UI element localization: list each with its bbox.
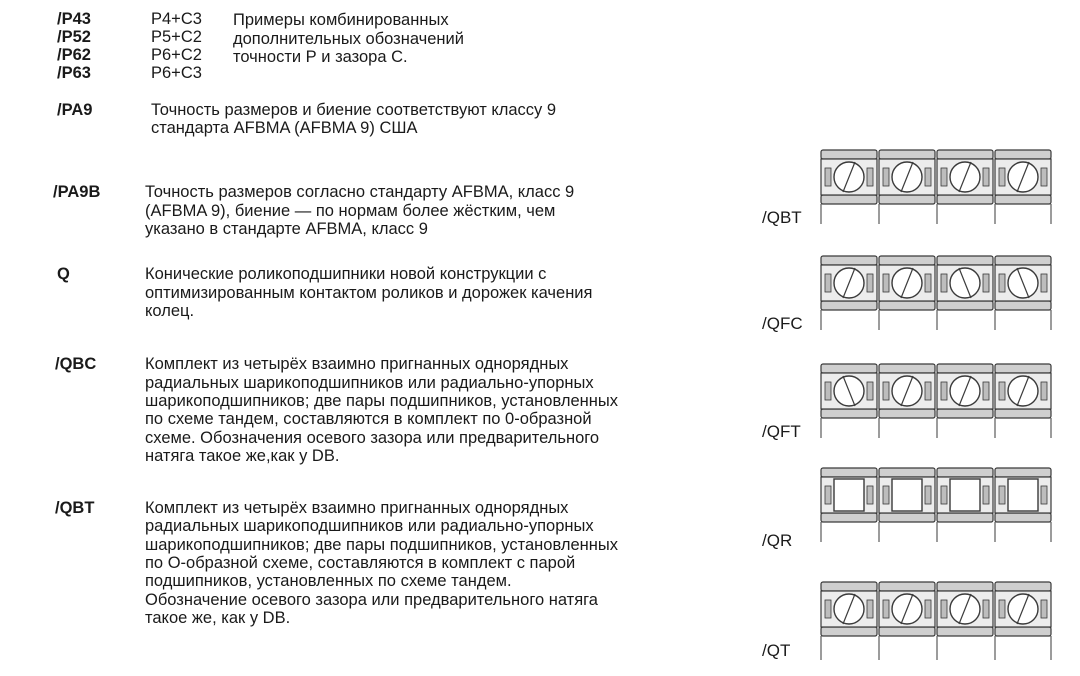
bearing-set-diagram bbox=[818, 362, 1054, 438]
inner-ring bbox=[995, 409, 1051, 418]
outer-ring bbox=[995, 364, 1051, 373]
roller bbox=[950, 479, 980, 511]
cage bbox=[941, 274, 947, 292]
entry-code: /PA9 bbox=[57, 101, 93, 119]
inner-ring bbox=[937, 301, 993, 310]
bearing-unit bbox=[937, 364, 993, 438]
cage bbox=[883, 168, 889, 186]
cage bbox=[1041, 168, 1047, 186]
outer-ring bbox=[995, 256, 1051, 265]
combined-desc-line: точности Р и зазора С. bbox=[233, 48, 408, 66]
outer-ring bbox=[937, 582, 993, 591]
entry-code: Q bbox=[57, 265, 70, 283]
bearing-unit bbox=[995, 150, 1051, 224]
code-p63: /P63 bbox=[57, 64, 91, 82]
entry-code: /PA9B bbox=[53, 183, 101, 201]
diagram-label: /QR bbox=[762, 531, 793, 550]
combined-desc-line: дополнительных обозначений bbox=[233, 30, 464, 48]
bearing-unit bbox=[937, 150, 993, 224]
entry-line: по O-образной схеме, составляются в комплект с парой bbox=[145, 554, 576, 572]
cage bbox=[883, 382, 889, 400]
cage bbox=[983, 600, 989, 618]
bearing-unit bbox=[879, 582, 935, 660]
roller bbox=[1008, 479, 1038, 511]
cage bbox=[983, 168, 989, 186]
cage bbox=[941, 168, 947, 186]
diagram-label: /QFT bbox=[762, 422, 801, 441]
inner-ring bbox=[995, 301, 1051, 310]
entry-line: Конические роликоподшипники новой конструкции с bbox=[145, 265, 547, 283]
bearing-set-diagram bbox=[818, 148, 1054, 224]
outer-ring bbox=[937, 468, 993, 477]
bearing-unit bbox=[995, 468, 1051, 542]
cage bbox=[999, 274, 1005, 292]
outer-ring bbox=[937, 256, 993, 265]
cage bbox=[825, 382, 831, 400]
inner-ring bbox=[821, 195, 877, 204]
cage bbox=[1041, 486, 1047, 504]
inner-ring bbox=[821, 301, 877, 310]
inner-ring bbox=[937, 513, 993, 522]
inner-ring bbox=[821, 513, 877, 522]
cage bbox=[941, 600, 947, 618]
diagram-label: /QBT bbox=[762, 208, 802, 227]
entry-line: такое же, как у DB. bbox=[145, 609, 291, 627]
outer-ring bbox=[821, 364, 877, 373]
diagram-label: /QT bbox=[762, 641, 791, 660]
entry-line: радиальных шарикоподшипников или радиально-упорных bbox=[145, 374, 594, 392]
entry-line: Комплект из четырёх взаимно пригнанных однорядных bbox=[145, 355, 569, 373]
entry-line: шарикоподшипников; две пары подшипников, установленных bbox=[145, 392, 618, 410]
cage bbox=[867, 486, 873, 504]
entry-line: схеме. Обозначения осевого зазора или предварительного bbox=[145, 429, 600, 447]
code-p52: /P52 bbox=[57, 28, 91, 46]
roller bbox=[834, 479, 864, 511]
bearing-unit bbox=[879, 150, 935, 224]
entry-line: Точность размеров согласно стандарту AFBMA, класс 9 bbox=[145, 183, 575, 201]
inner-ring bbox=[879, 409, 935, 418]
inner-ring bbox=[879, 513, 935, 522]
cage bbox=[999, 382, 1005, 400]
entry-line: указано в стандарте AFBMA, класс 9 bbox=[145, 220, 428, 238]
cage bbox=[925, 168, 931, 186]
outer-ring bbox=[821, 468, 877, 477]
cage bbox=[1041, 382, 1047, 400]
cage bbox=[925, 486, 931, 504]
inner-ring bbox=[937, 195, 993, 204]
entry-line: Точность размеров и биение соответствуют классу 9 bbox=[151, 101, 557, 119]
cage bbox=[825, 274, 831, 292]
bearing-unit bbox=[879, 256, 935, 330]
bearing-unit bbox=[821, 256, 877, 330]
inner-ring bbox=[995, 513, 1051, 522]
bearing-set-diagram bbox=[818, 466, 1054, 542]
inner-ring bbox=[937, 409, 993, 418]
cage bbox=[925, 600, 931, 618]
outer-ring bbox=[879, 582, 935, 591]
cage bbox=[1041, 274, 1047, 292]
outer-ring bbox=[879, 364, 935, 373]
outer-ring bbox=[821, 256, 877, 265]
cage bbox=[883, 274, 889, 292]
outer-ring bbox=[879, 468, 935, 477]
outer-ring bbox=[937, 150, 993, 159]
cage bbox=[883, 600, 889, 618]
cage bbox=[1041, 600, 1047, 618]
entry-line: оптимизированным контактом роликов и дорожек качения bbox=[145, 284, 593, 302]
value-p63: P6+C3 bbox=[151, 64, 202, 82]
cage bbox=[867, 274, 873, 292]
bearing-unit bbox=[821, 364, 877, 438]
entry-line: радиальных шарикоподшипников или радиально-упорных bbox=[145, 517, 594, 535]
value-p62: P6+C2 bbox=[151, 46, 202, 64]
cage bbox=[941, 486, 947, 504]
entry-code: /QBC bbox=[55, 355, 97, 373]
cage bbox=[867, 600, 873, 618]
entry-line: Комплект из четырёх взаимно пригнанных однорядных bbox=[145, 499, 569, 517]
inner-ring bbox=[995, 627, 1051, 636]
cage bbox=[999, 486, 1005, 504]
bearing-unit bbox=[879, 364, 935, 438]
cage bbox=[825, 168, 831, 186]
inner-ring bbox=[937, 627, 993, 636]
bearing-set-diagram bbox=[818, 580, 1054, 660]
combined-desc-line: Примеры комбинированных bbox=[233, 11, 449, 29]
outer-ring bbox=[821, 150, 877, 159]
bearing-unit bbox=[995, 364, 1051, 438]
cage bbox=[925, 382, 931, 400]
value-p52: P5+C2 bbox=[151, 28, 202, 46]
bearing-unit bbox=[995, 582, 1051, 660]
code-p43: /P43 bbox=[57, 10, 91, 28]
inner-ring bbox=[995, 195, 1051, 204]
bearing-unit bbox=[937, 256, 993, 330]
bearing-set-diagram bbox=[818, 254, 1054, 330]
bearing-unit bbox=[937, 582, 993, 660]
bearing-unit bbox=[821, 150, 877, 224]
entry-line: (AFBMA 9), биение — по нормам более жёстким, чем bbox=[145, 202, 556, 220]
inner-ring bbox=[879, 301, 935, 310]
cage bbox=[983, 274, 989, 292]
roller bbox=[892, 479, 922, 511]
cage bbox=[999, 168, 1005, 186]
outer-ring bbox=[995, 582, 1051, 591]
cage bbox=[941, 382, 947, 400]
entry-code: /QBT bbox=[55, 499, 95, 517]
cage bbox=[825, 486, 831, 504]
entry-line: подшипников, установленных по схеме тандем. bbox=[145, 572, 512, 590]
entry-line: Обозначение осевого зазора или предварительного натяга bbox=[145, 591, 598, 609]
outer-ring bbox=[995, 468, 1051, 477]
entry-line: стандарта AFBMA (AFBMA 9) США bbox=[151, 119, 418, 137]
diagram-label: /QFC bbox=[762, 314, 803, 333]
value-p43: P4+C3 bbox=[151, 10, 202, 28]
code-p62: /P62 bbox=[57, 46, 91, 64]
inner-ring bbox=[879, 627, 935, 636]
bearing-unit bbox=[821, 582, 877, 660]
outer-ring bbox=[995, 150, 1051, 159]
entry-line: натяга такое же,как у DB. bbox=[145, 447, 340, 465]
entry-line: колец. bbox=[145, 302, 195, 320]
cage bbox=[925, 274, 931, 292]
bearing-unit bbox=[879, 468, 935, 542]
outer-ring bbox=[879, 150, 935, 159]
bearing-unit bbox=[937, 468, 993, 542]
bearing-unit bbox=[821, 468, 877, 542]
outer-ring bbox=[879, 256, 935, 265]
inner-ring bbox=[821, 409, 877, 418]
outer-ring bbox=[937, 364, 993, 373]
inner-ring bbox=[821, 627, 877, 636]
outer-ring bbox=[821, 582, 877, 591]
cage bbox=[983, 382, 989, 400]
cage bbox=[867, 168, 873, 186]
bearing-unit bbox=[995, 256, 1051, 330]
cage bbox=[867, 382, 873, 400]
cage bbox=[825, 600, 831, 618]
cage bbox=[983, 486, 989, 504]
inner-ring bbox=[879, 195, 935, 204]
entry-line: шарикоподшипников; две пары подшипников, установленных bbox=[145, 536, 618, 554]
cage bbox=[999, 600, 1005, 618]
cage bbox=[883, 486, 889, 504]
entry-line: по схеме тандем, составляются в комплект по 0-образной bbox=[145, 410, 592, 428]
